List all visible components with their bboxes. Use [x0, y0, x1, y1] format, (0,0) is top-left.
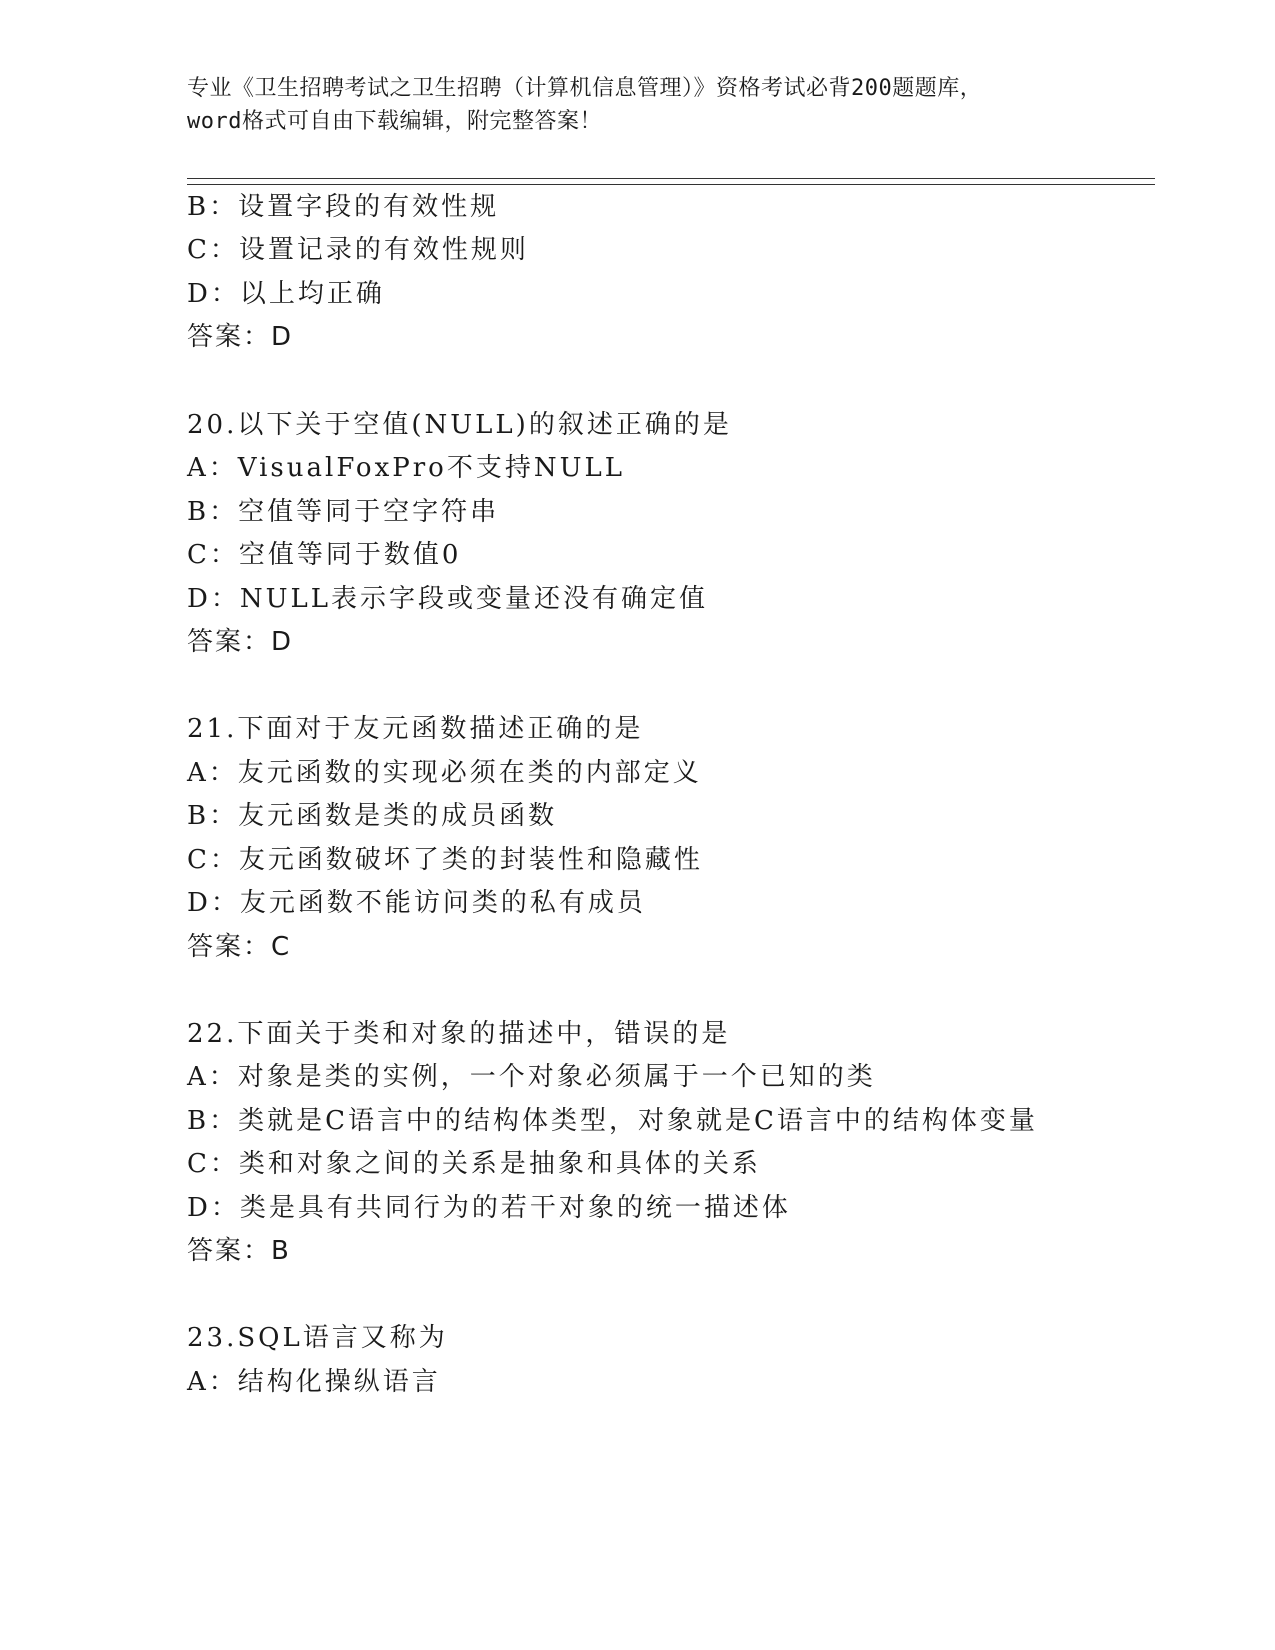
question-21-option-a: A：友元函数的实现必须在类的内部定义 — [187, 758, 702, 788]
question-20-option-b: B：空值等同于空字符串 — [187, 497, 500, 527]
prev-question-option-d: D：以上均正确 — [187, 279, 385, 309]
question-22-answer: 答案：B — [187, 1236, 291, 1266]
question-23-option-a: A：结构化操纵语言 — [187, 1367, 441, 1397]
prev-question-option-b: B：设置字段的有效性规 — [187, 192, 500, 222]
header-divider-top — [187, 178, 1155, 179]
question-22-option-d: D：类是具有共同行为的若干对象的统一描述体 — [187, 1193, 791, 1223]
question-22-option-a: A：对象是类的实例，一个对象必须属于一个已知的类 — [187, 1062, 876, 1092]
question-21-answer: 答案：C — [187, 932, 292, 962]
question-20-option-d: D：NULL表示字段或变量还没有确定值 — [187, 584, 709, 614]
question-21-option-d: D：友元函数不能访问类的私有成员 — [187, 888, 646, 918]
prev-question-option-c: C：设置记录的有效性规则 — [187, 235, 529, 265]
question-21-stem: 21.下面对于友元函数描述正确的是 — [187, 714, 644, 744]
question-22-option-b: B：类就是C语言中的结构体类型，对象就是C语言中的结构体变量 — [187, 1106, 1038, 1136]
header-title-line-2: word格式可自由下载编辑，附完整答案！ — [187, 109, 602, 134]
question-20-option-c: C：空值等同于数值0 — [187, 540, 462, 570]
header-divider-bottom — [187, 184, 1155, 185]
question-20-stem: 20.以下关于空值(NULL)的叙述正确的是 — [187, 410, 732, 440]
question-21-option-b: B：友元函数是类的成员函数 — [187, 801, 558, 831]
document-header — [187, 72, 1087, 138]
question-23-stem: 23.SQL语言又称为 — [187, 1323, 448, 1353]
question-21-option-c: C：友元函数破坏了类的封装性和隐藏性 — [187, 845, 703, 875]
question-22-stem: 22.下面关于类和对象的描述中，错误的是 — [187, 1019, 731, 1049]
question-20-option-a: A：VisualFoxPro不支持NULL — [187, 453, 626, 483]
question-20-answer: 答案：D — [187, 627, 294, 657]
header-title-line-1: 专业《卫生招聘考试之卫生招聘（计算机信息管理）》资格考试必背200题题库， — [187, 76, 983, 101]
prev-question-answer: 答案：D — [187, 322, 294, 352]
question-22-option-c: C：类和对象之间的关系是抽象和具体的关系 — [187, 1149, 761, 1179]
